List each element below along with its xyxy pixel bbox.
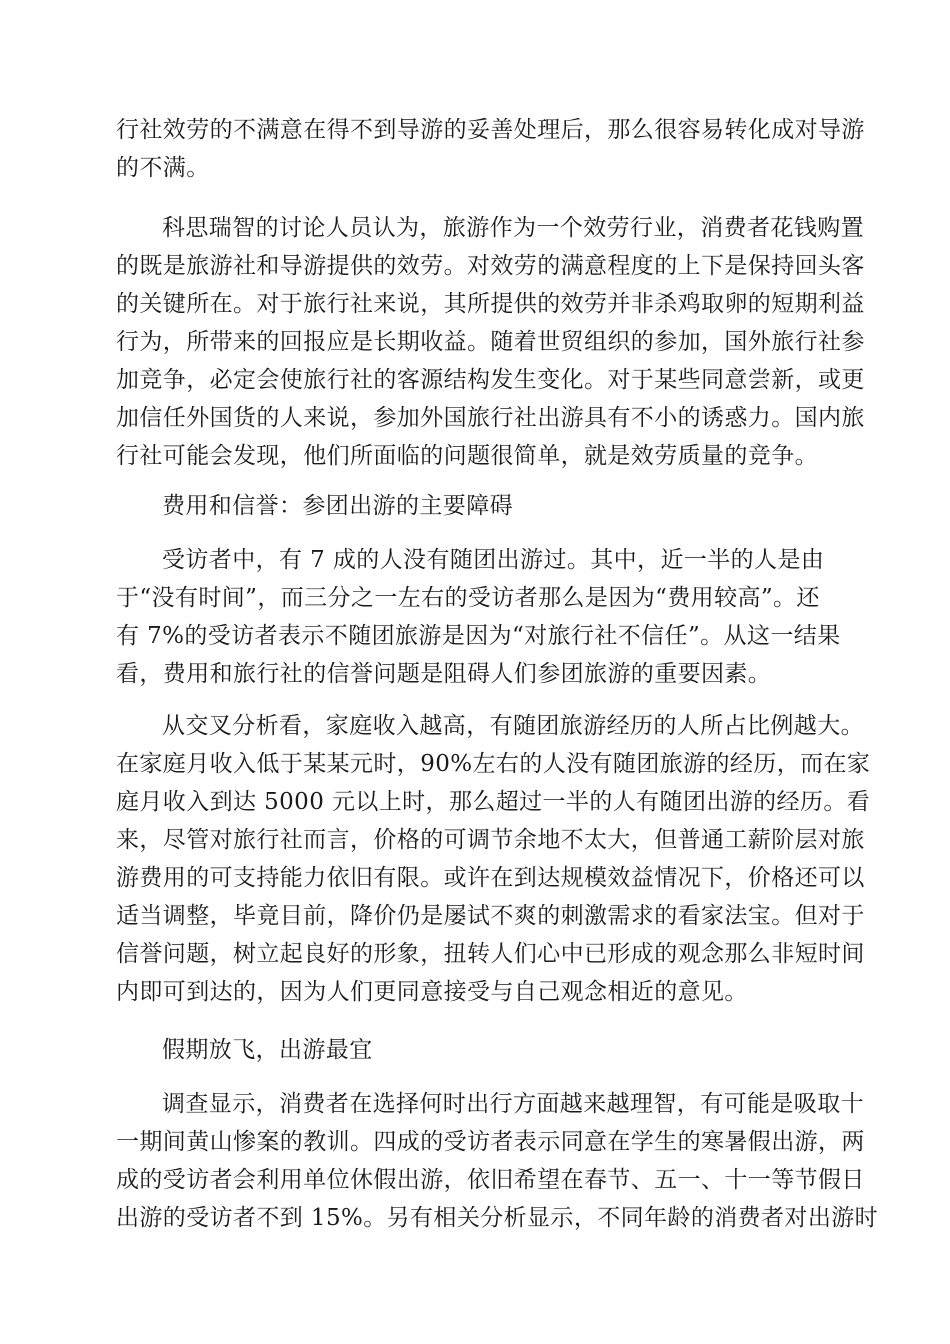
text-line: 加竞争，必定会使旅行社的客源结构发生变化。对于某些同意尝新，或更: [116, 367, 865, 393]
paragraph-first-line: 受访者中，有 7 成的人没有随团出游过。其中，近一半的人是由: [162, 547, 825, 573]
text-line: 在家庭月收入低于某某元时，90%左右的人没有随团旅游的经历，而在家: [116, 751, 871, 777]
text-line: 一期间黄山惨案的教训。四成的受访者表示同意在学生的寒暑假出游，两: [116, 1129, 865, 1155]
text-line: 加信任外国货的人来说，参加外国旅行社出游具有不小的诱惑力。国内旅: [116, 405, 865, 431]
text-line: 有 7%的受访者表示不随团旅游是因为“对旅行社不信任”。从这一结果: [116, 623, 841, 649]
text-line: 庭月收入到达 5000 元以上时，那么超过一半的人有随团出游的经历。看: [116, 789, 871, 815]
text-line: 行社效劳的不满意在得不到导游的妥善处理后，那么很容易转化成对导游: [116, 117, 865, 143]
text-line: 行社可能会发现，他们所面临的问题很简单，就是效劳质量的竞争。: [116, 443, 818, 469]
section-heading: 假期放飞，出游最宜: [162, 1037, 373, 1063]
text-line: 行为，所带来的回报应是长期收益。随着世贸组织的参加，国外旅行社参: [116, 329, 865, 355]
text-line: 适当调整，毕竟目前，降价仍是屡试不爽的刺激需求的看家法宝。但对于: [116, 903, 865, 929]
text-line: 的既是旅游社和导游提供的效劳。对效劳的满意程度的上下是保持回头客: [116, 253, 865, 279]
paragraph-first-line: 科思瑞智的讨论人员认为，旅游作为一个效劳行业，消费者花钱购置: [162, 215, 864, 241]
text-line: 来，尽管对旅行社而言，价格的可调节余地不太大，但普通工薪阶层对旅: [116, 827, 865, 853]
paragraph-first-line: 调查显示，消费者在选择何时出行方面越来越理智，有可能是吸取十: [162, 1091, 864, 1117]
paragraph-first-line: 从交叉分析看，家庭收入越高，有随团旅游经历的人所占比例越大。: [162, 713, 864, 739]
text-line: 于“没有时间”，而三分之一左右的受访者那么是因为“费用较高”。还: [116, 585, 820, 611]
section-heading: 费用和信誉：参团出游的主要障碍: [162, 493, 513, 519]
text-line: 信誉问题，树立起良好的形象，扭转人们心中已形成的观念那么非短时间: [116, 941, 865, 967]
text-line: 内即可到达的，因为人们更同意接受与自己观念相近的意见。: [116, 979, 748, 1005]
text-line: 的不满。: [116, 155, 210, 181]
text-line: 看，费用和旅行社的信誉问题是阻碍人们参团旅游的重要因素。: [116, 661, 772, 687]
text-line: 游费用的可支持能力依旧有限。或许在到达规模效益情况下，价格还可以: [116, 865, 865, 891]
text-line: 的关键所在。对于旅行社来说，其所提供的效劳并非杀鸡取卵的短期利益: [116, 291, 865, 317]
text-line: 出游的受访者不到 15%。另有相关分析显示，不同年龄的消费者对出游时: [116, 1205, 879, 1231]
text-line: 成的受访者会利用单位休假出游，依旧希望在春节、五一、十一等节假日: [116, 1167, 865, 1193]
